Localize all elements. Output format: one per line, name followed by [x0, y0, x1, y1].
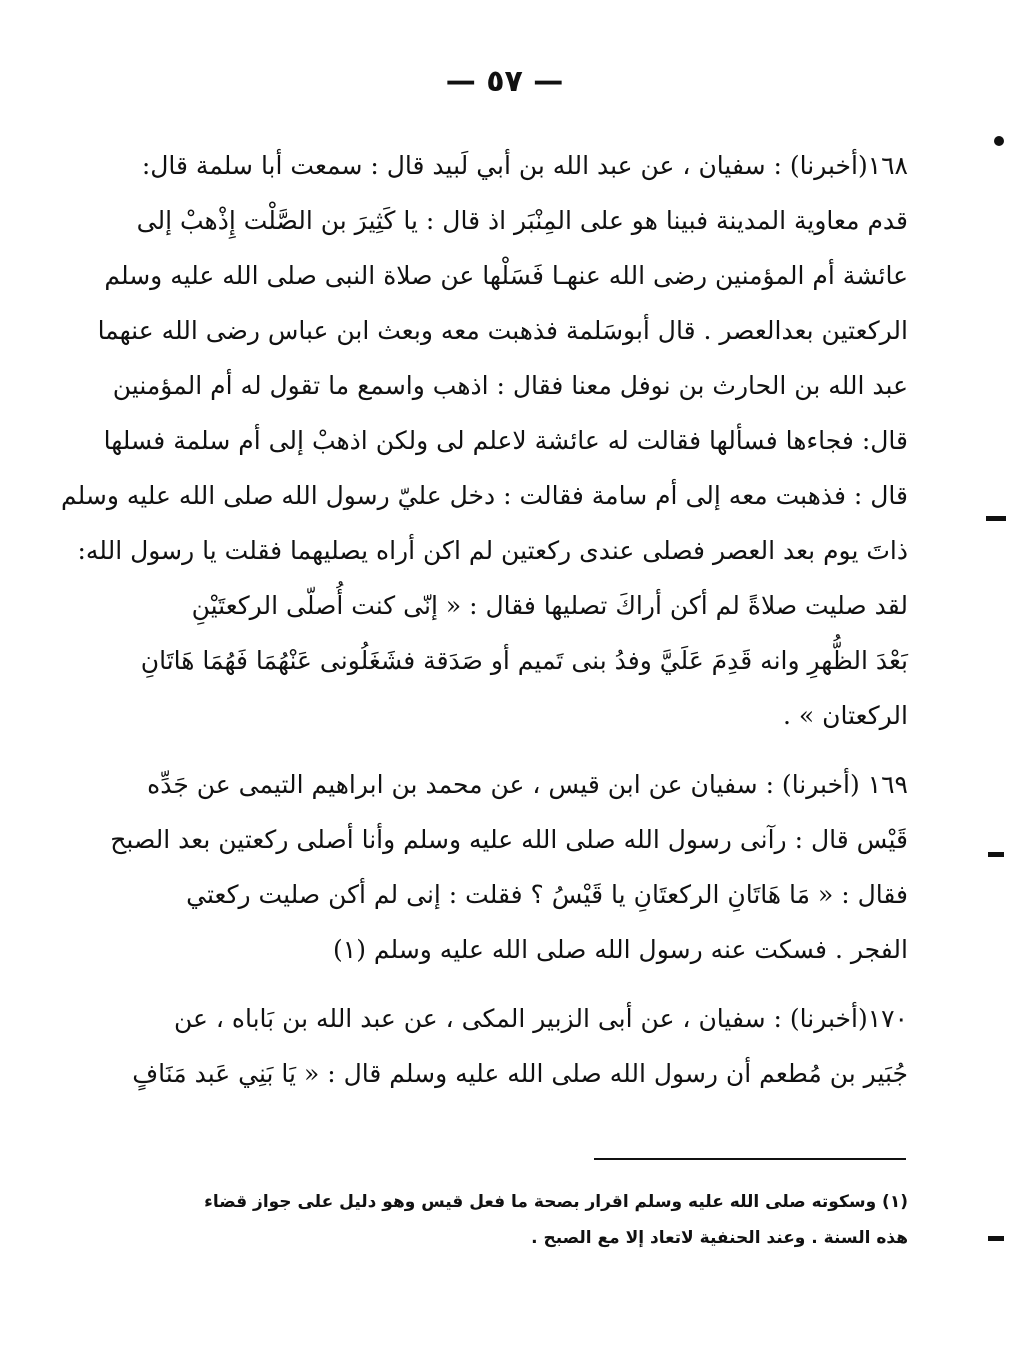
text-line: قدم معاوية المدينة فبينا هو على المِنْبَر اذ قال : يا كَثِيرَ بن الصَّلْت إِذْهبْ إلى	[136, 206, 908, 235]
text-line: الركعتان » .	[783, 701, 908, 730]
text-line: قال: فجاءها فسألها فقالت له عائشة لاعلم لى ولكن اذهبْ إلى أم سلمة فسلها	[103, 426, 908, 455]
paragraph-170	[132, 991, 908, 1101]
text-line: فقال : « مَا هَاتَانِ الركعتَانِ يا قَيْسُ ؟ فقلت : إنى لم أكن صليت ركعتي	[186, 880, 908, 909]
page-number: — ٥٧ —	[445, 64, 564, 99]
margin-mark	[988, 1236, 1004, 1241]
footnote-divider	[594, 1158, 906, 1160]
text-line: الفجر . فسكت عنه رسول الله صلى الله عليه وسلم (١)	[333, 935, 908, 964]
text-line: عائشة أم المؤمنين رضى الله عنهـا فَسَلْها عن صلاة النبى صلى الله عليه وسلم	[104, 261, 908, 290]
footnote-line: (١) وسكوته صلى الله عليه وسلم اقرار بصحة ما فعل قيس وهو دليل على جواز قضاء	[204, 1192, 908, 1212]
text-line: جُبَير بن مُطعم أن رسول الله صلى الله عليه وسلم قال : « يَا بَنِي عَبد مَنَافٍ	[132, 1059, 908, 1088]
margin-mark	[986, 516, 1006, 521]
margin-mark	[994, 136, 1004, 146]
footnotes	[196, 1184, 908, 1256]
text-line: عبد الله بن الحارث بن نوفل معنا فقال : اذهب واسمع ما تقول له أم المؤمنين	[112, 371, 908, 400]
margin-mark	[988, 852, 1004, 857]
text-line: ١٦٨(أخبرنا) : سفيان ، عن عبد الله بن أبي لَبيد قال : سمعت أبا سلمة قال:	[141, 151, 908, 180]
text-line: قال : فذهبت معه إلى أم سامة فقالت : دخل عليّ رسول الله صلى الله عليه وسلم	[60, 481, 908, 510]
text-line: ١٧٠(أخبرنا) : سفيان ، عن أبى الزبير المكى ، عن عبد الله بن بَاباه ، عن	[173, 1004, 908, 1033]
text-line: قَيْس قال : رآنى رسول الله صلى الله عليه وسلم وأنا أصلى ركعتين بعد الصبح	[110, 825, 908, 854]
text-line: لقد صليت صلاةً لم أكن أراكَ تصليها فقال : « إنّى كنت أُصلّى الركعتَيْنِ	[191, 591, 908, 620]
text-line: الركعتين بعدالعصر . قال أبوسَلمة فذهبت معه وبعث ابن عباس رضى الله عنهما	[97, 316, 908, 345]
paragraph-168	[60, 138, 908, 743]
paragraph-169	[110, 757, 908, 977]
main-text	[60, 138, 908, 1115]
text-line: بَعْدَ الظُّهرِ وانه قَدِمَ عَلَيَّ وفدُ بنى تَميم أو صَدَقة فشَغَلُونى عَنْهُمَا فَهُمَا هَاتَانِ	[140, 646, 908, 675]
text-line: ذاتَ يوم بعد العصر فصلى عندى ركعتين لم اكن أراه يصليهما فقلت يا رسول الله:	[77, 536, 908, 565]
text-line: ١٦٩ (أخبرنا) : سفيان عن ابن قيس ، عن محمد بن ابراهيم التيمى عن جَدِّه	[147, 770, 908, 799]
footnote-line: هذه السنة . وعند الحنفية لاتعاد إلا مع الصبح .	[531, 1228, 908, 1248]
